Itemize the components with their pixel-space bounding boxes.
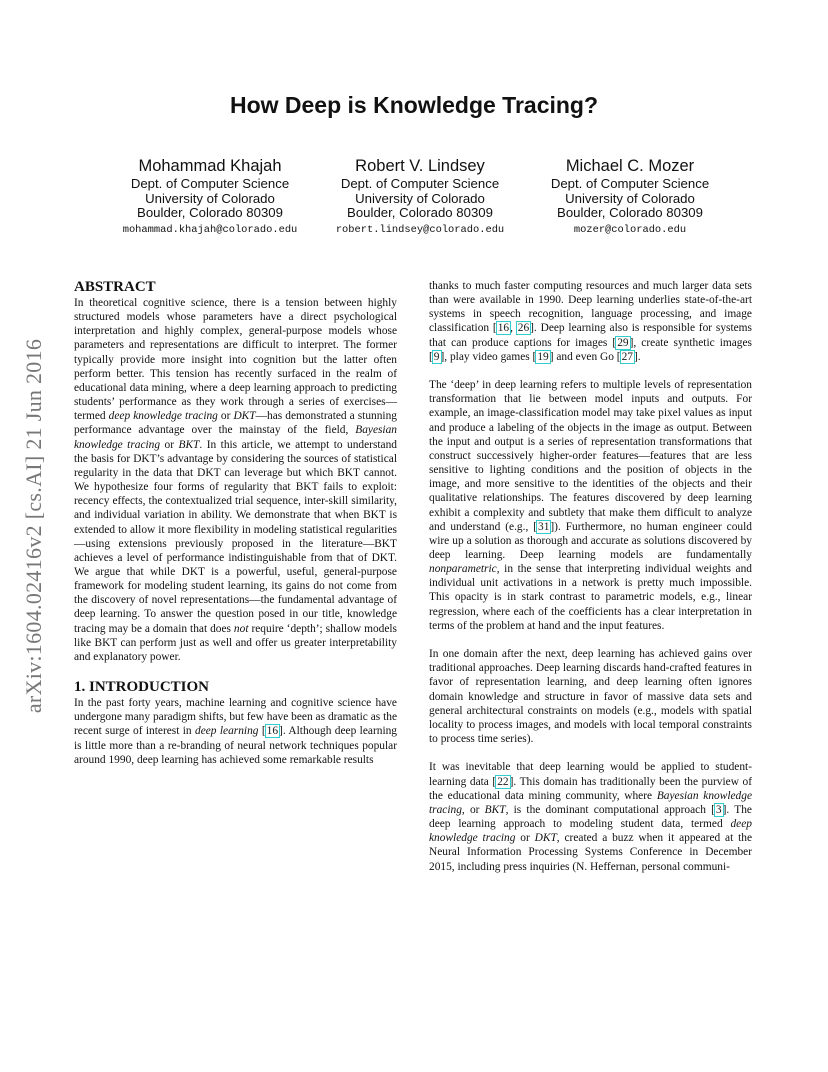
citation-link[interactable]: 27 [621,350,633,363]
author-email: mozer@colorado.edu [573,223,687,236]
author-email: robert.lindsey@colorado.edu [335,223,505,236]
author-dept: Dept. of Computer Science [130,176,290,191]
body-paragraph-2: The ‘deep’ in deep learning refers to multiple levels of representation transformation that lie between model inputs and outputs. For example, an image-classification model may take pixel values as input and produce a labeling of the objects in the image as output. Between the input and output is a series of representation transformations that construct successively higher-order features—features that are less sensitive to lighting conditions and the position of objects in the image, and more sensitive to the identities of the objects and their qualitative relationships. The features discovered by deep learning exhibit a complexity and subtlety that make them difficult to analyze and understand (e.g., [31]). Furthermore, no human engineer could wire up a solution as thorough and accurate as solutions discovered by deep learning. Deep learning models are fundamentally nonparametric, in the sense that interpreting individual weights and individual unit activations in a network is pretty much impossible. This opacity is in stark contrast to parametric models, e.g., linear regression, where each of the coefficients has a clear interpretation in terms of the problem at hand and the input features. [429,379,752,632]
body-paragraph-3: In one domain after the next, deep learning has achieved gains over traditional approaches. Deep learning discards hand-crafted features in favor of representation learning, and deep learning often ignores domain knowledge and structure in favor of massive data sets and general architectural constraints on models (e.g., models with spatial locality to process images, and models with local temporal constraints to process time series). [429,648,752,746]
author-3 [530,156,730,238]
author-email: mohammad.khajah@colorado.edu [122,223,298,236]
introduction-paragraph: In the past forty years, machine learning and cognitive science have undergone many paradigm shifts, but few have been as dramatic as the recent surge of interest in deep learning [16]. Although deep learning is little more than a re-branding of neural network techniques popular around 1990, deep learning has achieved some remarkable results [74,697,397,766]
citation-link[interactable]: 26 [517,322,530,335]
introduction-heading: 1. INTRODUCTION [74,679,210,696]
body-paragraph-4: It was inevitable that deep learning would be applied to student-learning data [22]. This domain has traditionally been the purview of the educational data mining community, where Bayesian knowledge tracing, or BKT, is the dominant computational approach [3]. The deep learning approach to modeling student data, termed deep knowledge tracing or DKT, created a buzz when it appeared at the Neural Information Processing Systems Conference in December 2015, including press inquiries (N. Heffernan, personal communi- [429,761,752,873]
author-2 [320,156,520,238]
author-dept: Dept. of Computer Science [550,176,710,191]
abstract-heading: ABSTRACT [74,279,156,295]
author-name: Mohammad Khajah [138,157,282,175]
author-city: Boulder, Colorado 80309 [347,205,493,220]
author-1 [110,156,310,238]
citation-link[interactable]: 16 [497,322,510,335]
citation-link[interactable]: 19 [537,350,549,363]
author-city: Boulder, Colorado 80309 [137,205,283,220]
arxiv-identifier: arXiv:1604.02416v2 [cs.AI] 21 Jun 2016 [21,338,47,714]
paper-title: How Deep is Knowledge Tracing? [229,92,599,118]
right-column [429,279,752,874]
arxiv-sidebar-stamp [22,296,46,756]
citation-link[interactable]: 16 [266,725,279,738]
author-block [110,156,730,238]
author-dept: Dept. of Computer Science [340,176,500,191]
author-univ: University of Colorado [145,190,275,206]
author-univ: University of Colorado [355,190,485,206]
citation-link[interactable]: 3 [715,803,722,816]
citation-link[interactable]: 31 [538,520,550,533]
citation-link[interactable]: 22 [497,775,509,788]
body-paragraph-1: thanks to much faster computing resources and much larger data sets than were available in 1990. Deep learning underlies state-of-the-art systems in speech recognition, language processing, and image classification [16, 26]. Deep learning also is responsible for systems that can produce captions for images [29], create synthetic images [9], play video games [19] and even Go [27]. [429,280,752,363]
abstract-paragraph: In theoretical cognitive science, there is a tension between highly structured models whose parameters have a direct psychological interpretation and highly complex, general-purpose models whose parameters and representations are difficult to interpret. The former typically provide more insight into cognition but the latter often perform better. This tension has recently surfaced in the realm of educational data mining, where a deep learning approach to predicting students’ performance as they work through a series of exercises—termed deep knowledge tracing or DKT—has demonstrated a stunning performance advantage over the mainstay of the field, Bayesian knowledge tracing or BKT. In this article, we attempt to understand the basis for DKT’s advantage by considering the sources of statistical regularity in the data that DKT can leverage but which BKT cannot. We hypothesize four forms of regularity that BKT fails to exploit: recency effects, the contextualized trial sequence, inter-skill similarity, and individual variation in ability. We demonstrate that when BKT is extended to allow it more flexibility in modeling statistical regularities—using extensions previously proposed in the literature—BKT achieves a level of performance indistinguishable from that of DKT. We argue that while DKT is a powerful, useful, general-purpose framework for modeling student learning, its gains do not come from the discovery of novel representations—the fundamental advantage of deep learning. To answer the question posed in our title, knowledge tracing may be a domain that does not require ‘depth’; shallow models like BKT can perform just as well and offer us greater interpretability and explanatory power. [74,297,397,663]
author-name: Robert V. Lindsey [355,157,485,175]
left-column [74,279,397,767]
citation-link[interactable]: 9 [433,350,440,363]
author-city: Boulder, Colorado 80309 [557,205,703,220]
citation-link[interactable]: 29 [617,336,629,349]
author-univ: University of Colorado [565,190,695,206]
author-name: Michael C. Mozer [565,157,695,175]
